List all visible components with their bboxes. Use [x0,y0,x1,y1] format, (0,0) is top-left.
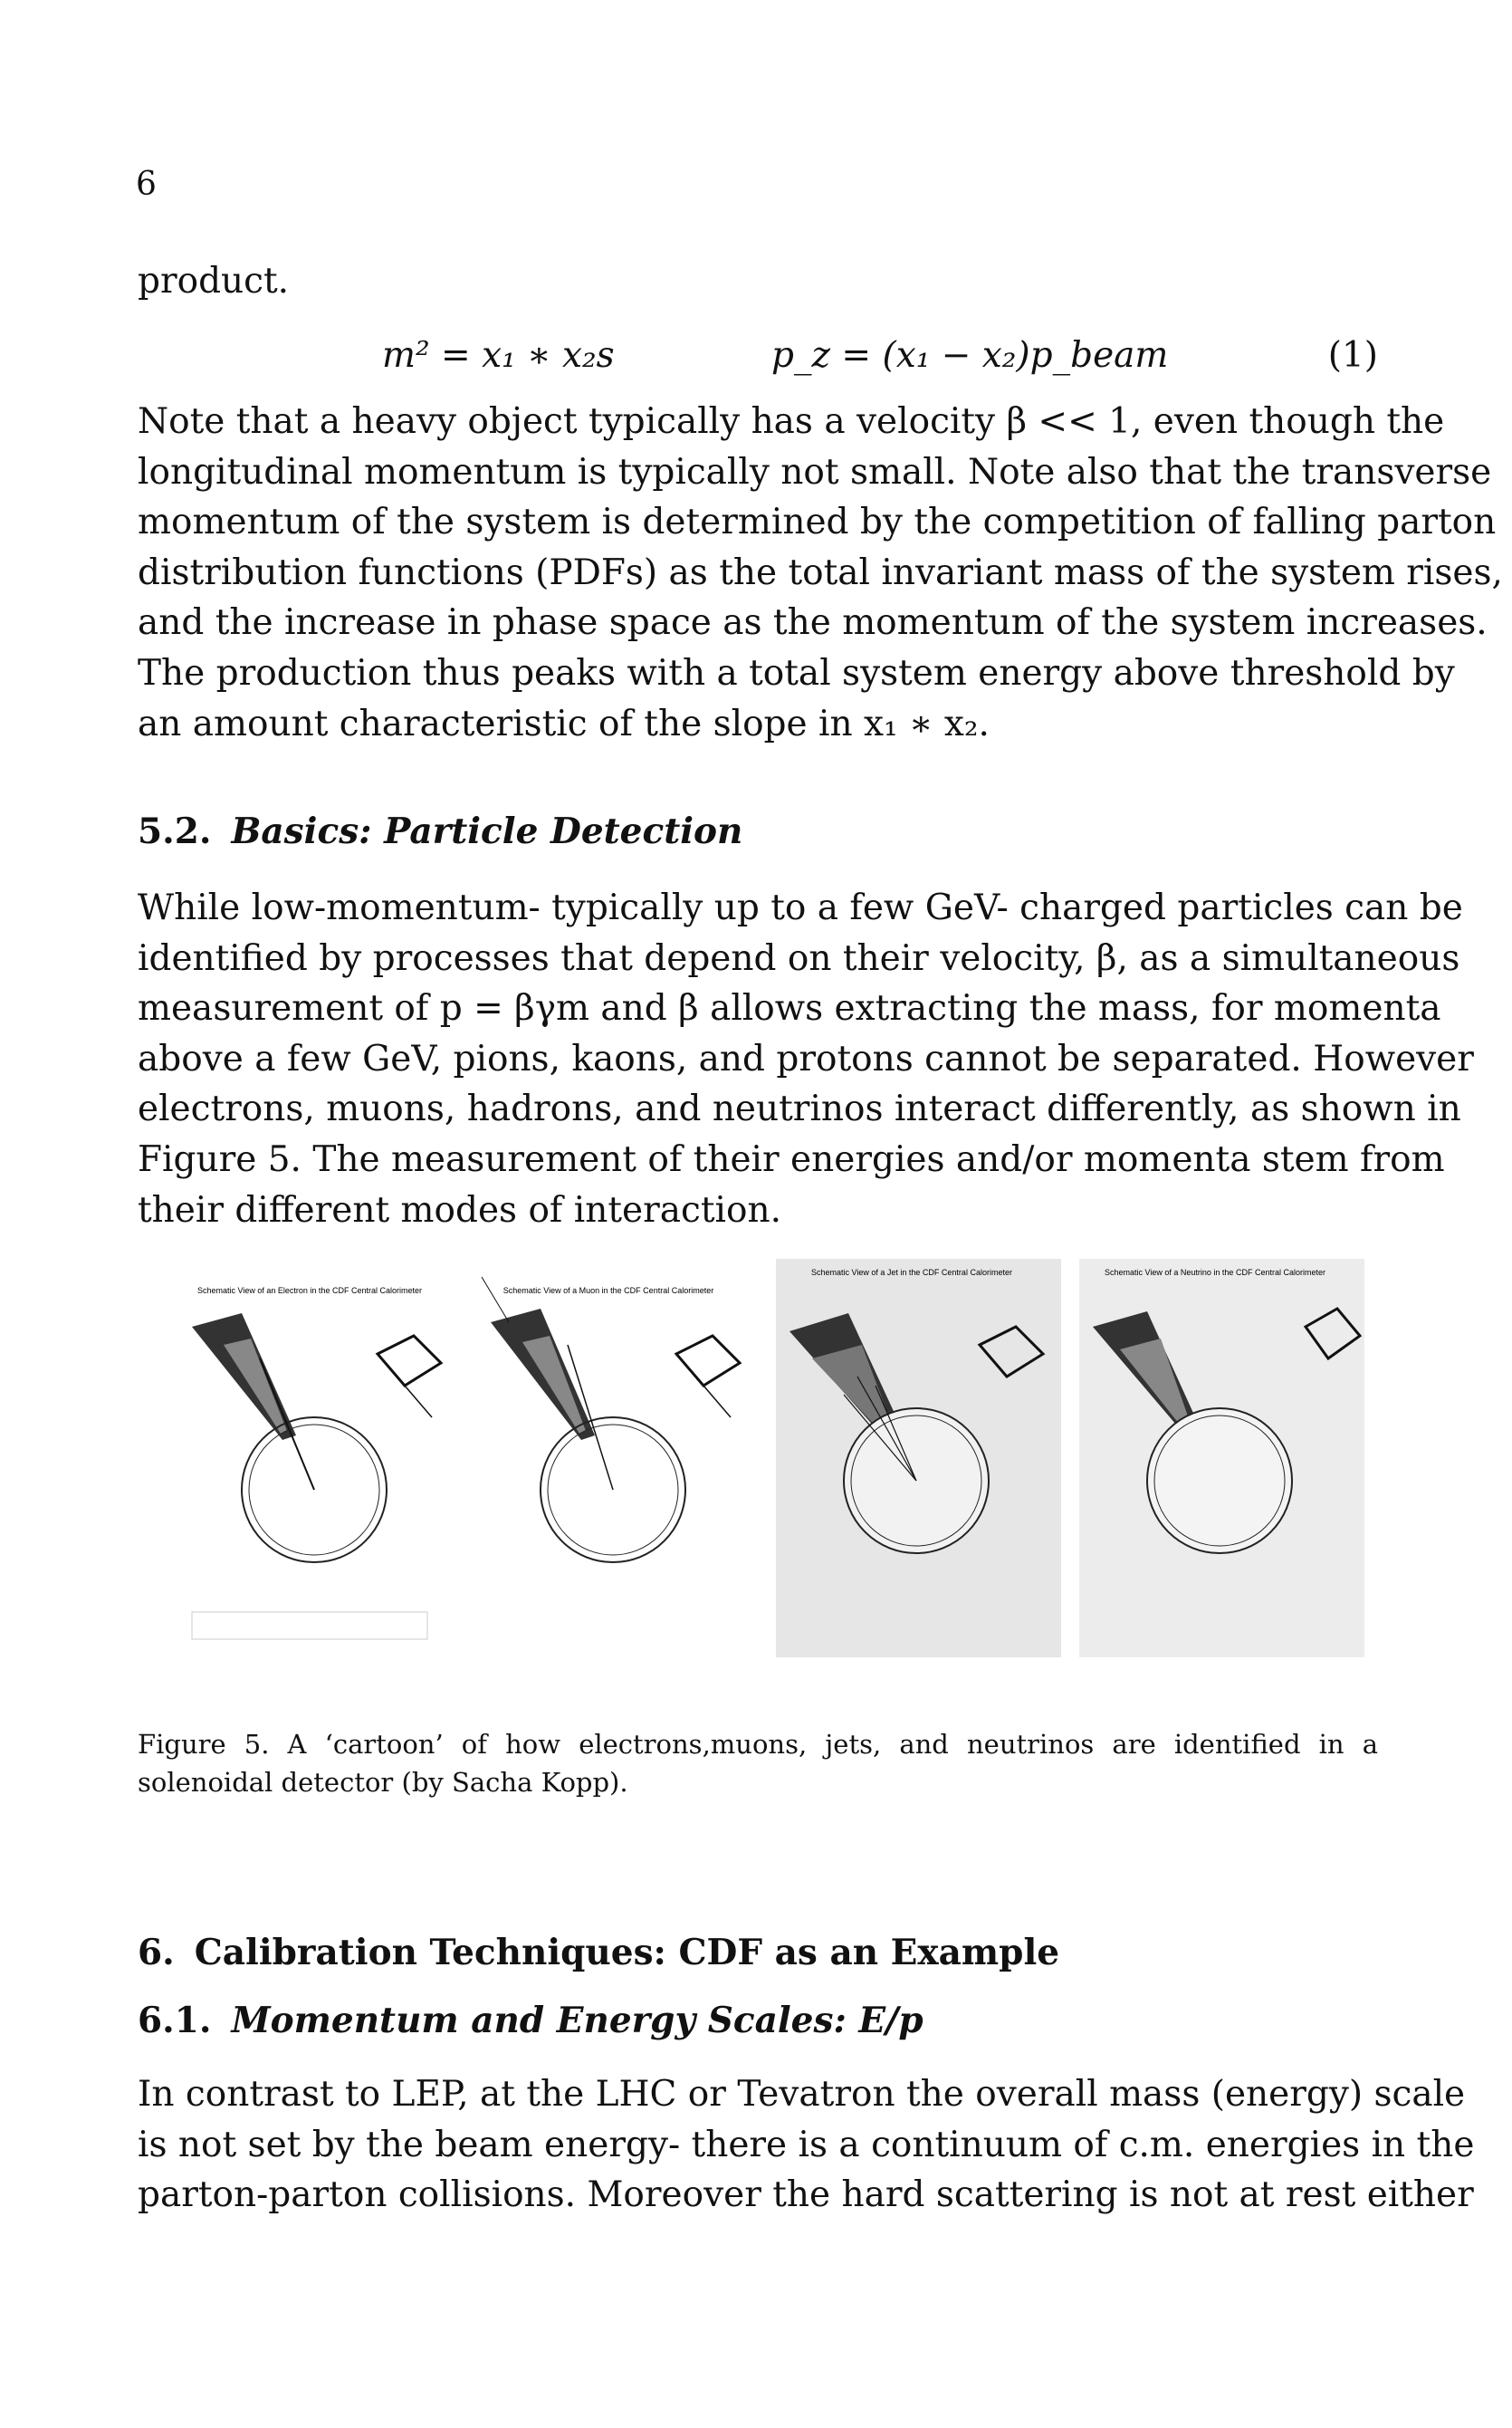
panel-muon [473,1259,758,1666]
figure-5 [138,1259,1378,1666]
panel-title: Schematic View of a Neutrino in the CDF Central Calorimeter [1105,1268,1325,1277]
text-line: identified by processes that depend on their velocity, β, as a simultaneous [138,937,1460,979]
text-line: parton-parton collisions. Moreover the hard scattering is not at rest either [138,2174,1474,2216]
equation-number: (1) [1327,335,1378,376]
text-line: measurement of p = βγm and β allows extracting the mass, for momenta [138,988,1441,1030]
paragraph-particle-detection [138,883,1474,1235]
electron-detector-diagram [174,1259,459,1666]
neutrino-detector-diagram [1079,1259,1364,1666]
text-line: The production thus peaks with a total system energy above threshold by [138,652,1455,694]
panel-neutrino [1079,1259,1364,1666]
text-line: and the increase in phase space as the momentum of the system increases. [138,602,1488,644]
panel-electron [174,1259,459,1666]
equation-1 [138,335,1378,389]
panel-title: Schematic View of a Muon in the CDF Central Calorimeter [502,1286,714,1295]
muon-detector-diagram [473,1259,758,1666]
page-number: 6 [136,166,157,203]
caption-line: solenoidal detector (by Sacha Kopp). [138,1767,628,1798]
equation-right: p_z = (x₁ − x₂)p_beam [771,335,1169,376]
text-line: In contrast to LEP, at the LHC or Tevatron the overall mass (energy) scale [138,2074,1466,2115]
intro-text: product. [138,261,290,302]
text-line: Figure 5. The measurement of their energies and/or momenta stem from [138,1138,1445,1180]
text-line: is not set by the beam energy- there is a continuum of c.m. energies in the [138,2124,1475,2165]
caption-line: Figure 5. A ‘cartoon’ of how electrons,muons, jets, and neutrinos are identified in a [138,1729,1378,1760]
figure-caption [138,1725,1378,1801]
section-heading-5-2: 5.2. Basics: Particle Detection [138,811,743,852]
panel-title: Schematic View of an Electron in the CDF Central Calorimeter [197,1286,422,1295]
text-line: Note that a heavy object typically has a velocity β << 1, even though the [138,401,1445,442]
paragraph-kinematics [138,397,1503,749]
text-line: momentum of the system is determined by the competition of falling parton [138,502,1497,543]
text-line: an amount characteristic of the slope in x₁ ∗ x₂. [138,703,990,744]
jet-detector-diagram [776,1259,1061,1666]
panel-jet [776,1259,1061,1666]
text-line: longitudinal momentum is typically not small. Note also that the transverse [138,451,1492,493]
section-heading-6-1: 6.1. Momentum and Energy Scales: E/p [138,2000,923,2041]
text-line: distribution functions (PDFs) as the total invariant mass of the system rises, [138,552,1503,593]
section-heading-6: 6. Calibration Techniques: CDF as an Example [138,1932,1060,1973]
paragraph-energy-scales [138,2069,1475,2221]
panel-title: Schematic View of a Jet in the CDF Central Calorimeter [811,1268,1012,1277]
text-line: above a few GeV, pions, kaons, and protons cannot be separated. However [138,1038,1474,1080]
text-line: their different modes of interaction. [138,1189,781,1231]
text-line: While low-momentum- typically up to a few GeV- charged particles can be [138,888,1463,928]
text-line: electrons, muons, hadrons, and neutrinos interact differently, as shown in [138,1089,1461,1130]
equation-left: m² = x₁ ∗ x₂s [382,335,615,376]
